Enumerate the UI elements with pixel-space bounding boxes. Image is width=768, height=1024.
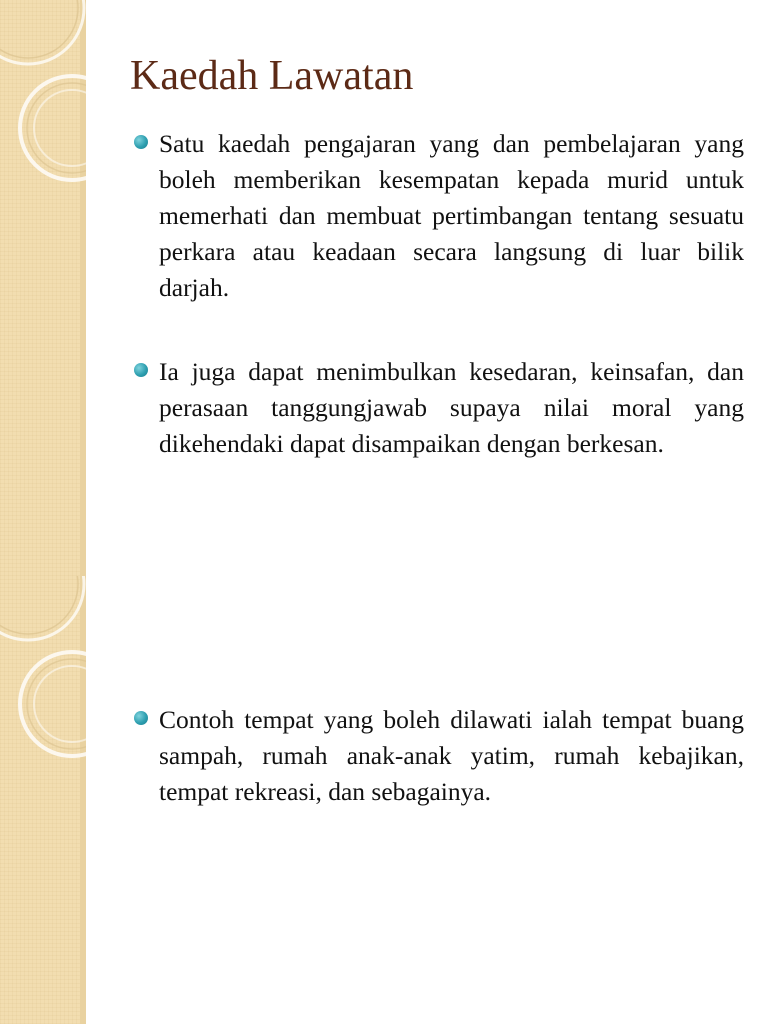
bullet-text: Satu kaedah pengajaran yang dan pembelajaran yang boleh memberikan kesempatan kepada murid untuk memerhati dan membuat pertimbangan tentang sesuatu perkara atau keadaan secara langsung di luar bilik darjah.	[159, 129, 744, 302]
bullet-text: Contoh tempat yang boleh dilawati ialah tempat buang sampah, rumah anak-anak yatim, rumah kebajikan, tempat rekreasi, dan sebagainya.	[159, 705, 744, 806]
bullet-item	[134, 354, 744, 462]
decorative-rings-bottom	[0, 576, 86, 906]
decorative-rings-top	[0, 0, 86, 330]
bullet-text: Ia juga dapat menimbulkan kesedaran, keinsafan, dan perasaan tanggungjawab supaya nilai moral yang dikehendaki dapat disampaikan dengan berkesan.	[159, 357, 744, 458]
slide-title: Kaedah Lawatan	[130, 53, 414, 99]
bullet-dot-icon	[134, 363, 148, 377]
bullet-dot-icon	[134, 711, 148, 725]
bullet-item	[134, 126, 744, 306]
bullet-item	[134, 702, 744, 810]
decorative-side-strip	[0, 0, 86, 1024]
bullet-dot-icon	[134, 135, 148, 149]
